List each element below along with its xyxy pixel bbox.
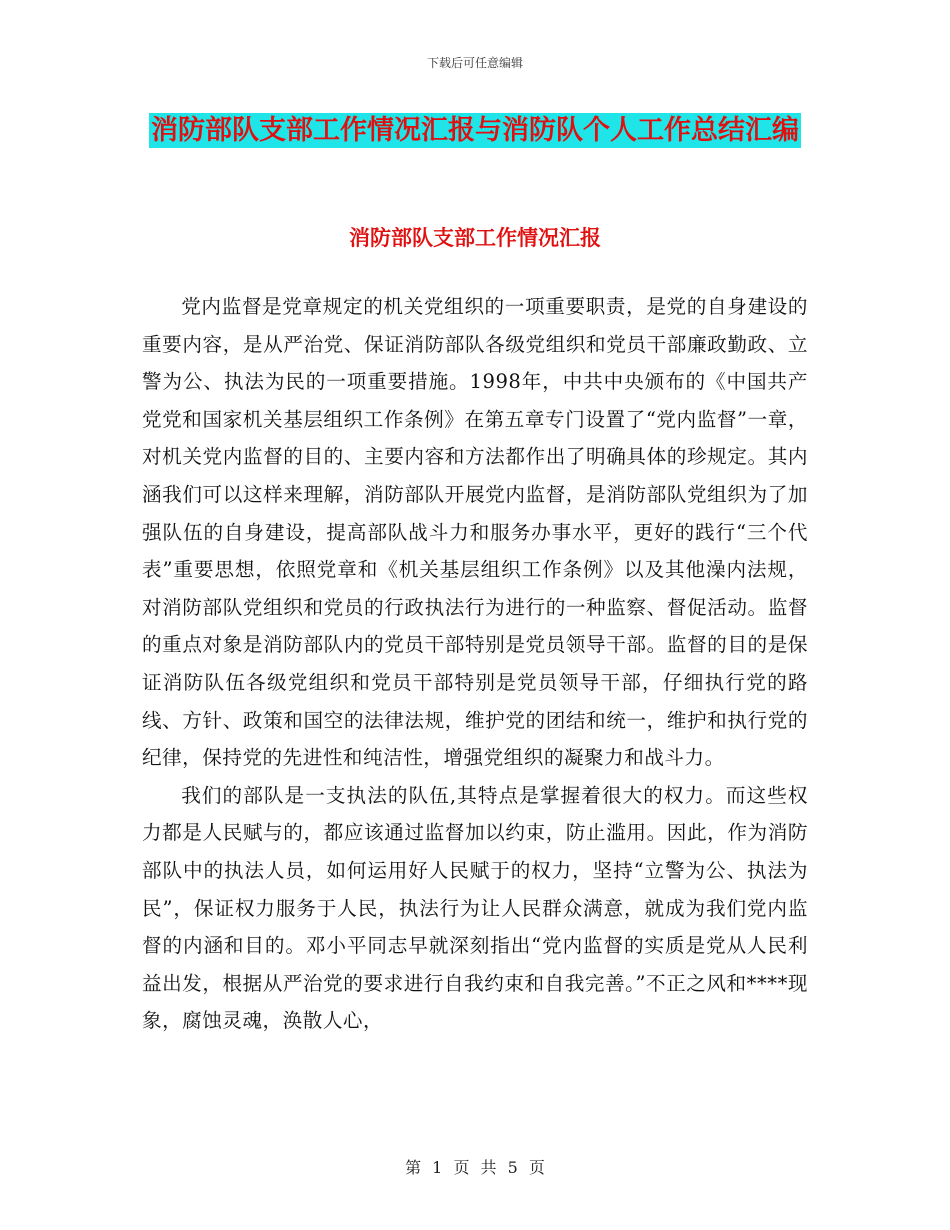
paragraph: 我们的部队是一支执法的队伍,其特点是掌握着很大的权力。而这些权力都是人民赋与的，都应该通过监督加以约束，防止滥用。因此，作为消防部队中的执法人员，如何运用好人民赋于的权力，坚持“立警为公、执法为民”，保证权力服务于人民，执法行为让人民群众满意，就成为我们党内监督的内涵和目的。邓小平同志早就深刻指出“党内监督的实质是党从人民利益出发，根据从严治党的要求进行自我约束和自我完善。”不正之风和****现象，腐蚀灵魂，涣散人心， <box>142 783 808 1033</box>
section-title: 消防部队支部工作情况汇报 <box>349 226 601 250</box>
paragraph: 党内监督是党章规定的机关党组织的一项重要职责，是党的自身建设的重要内容，是从严治党、保证消防部队各级党组织和党员干部廉政勤政、立警为公、执法为民的一项重要措施。1998年，中共中央颁布的《中国共产党党和国家机关基层组织工作条例》在第五章专门设置了“党内监督”一章，对机关党内监督的目的、主要内容和方法都作出了明确具体的珍规定。其内涵我们可以这样来理解，消防部队开展党内监督，是消防部队党组织为了加强队伍的自身建设，提高部队战斗力和服务办事水平，更好的践行“三个代表”重要思想，依照党章和《机关基层组织工作条例》以及其他澡内法规，对消防部队党组织和党员的行政执法行为进行的一种监察、督促活动。监督的重点对象是消防部队内的党员干部特别是党员领导干部。监督的目的是保证消防队伍各级党组织和党员干部特别是党员领导干部，仔细执行党的路线、方针、政策和国空的法律法规，维护党的团结和统一，维护和执行党的纪律，保持党的先进性和纯洁性，增强党组织的凝聚力和战斗力。 <box>142 295 808 770</box>
document-title <box>120 108 830 154</box>
document-body <box>142 288 808 1040</box>
document-title-text: 消防部队支部工作情况汇报与消防队个人工作总结汇编 <box>151 115 799 146</box>
header-note: 下载后可任意编辑 <box>426 56 523 70</box>
page-footer: 第 1 页 共 5 页 <box>405 1158 545 1177</box>
